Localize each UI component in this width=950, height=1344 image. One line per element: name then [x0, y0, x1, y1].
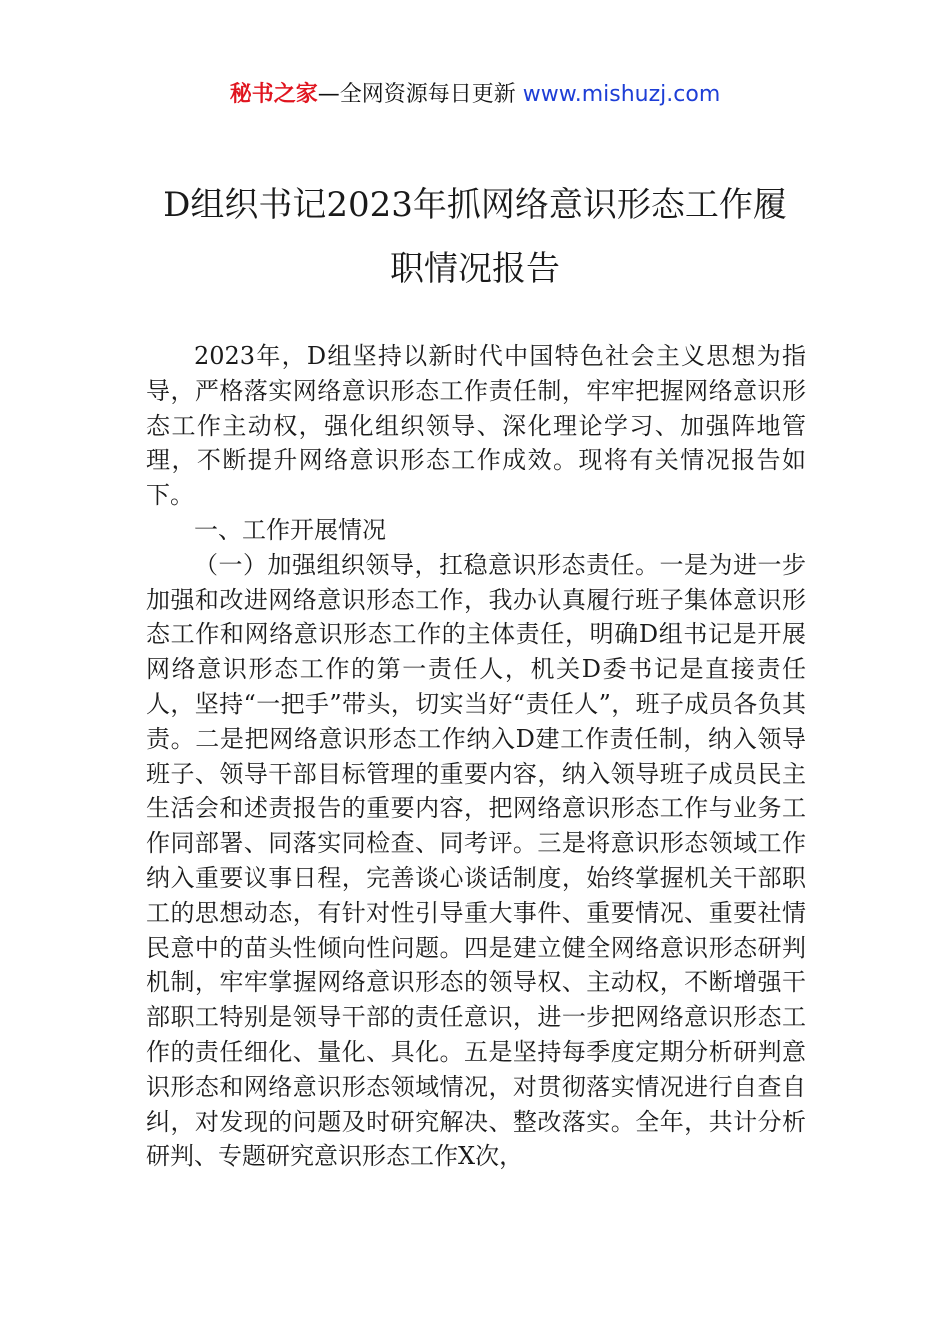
document-title	[120, 173, 830, 301]
site-url-link[interactable]: www.mishuzj.com	[522, 82, 721, 107]
site-header	[0, 80, 950, 110]
title-line-1: D组织书记2023年抓网络意识形态工作履	[163, 184, 787, 225]
site-tagline: —全网资源每日更新	[317, 82, 523, 107]
body-paragraph: （一）加强组织领导，扛稳意识形态责任。一是为进一步加强和改进网络意识形态工作，我办认真履行班子集体意识形态工作和网络意识形态工作的主体责任，明确D组书记是开展网络意识形态工作的第一责任人，机关D委书记是直接责任人，坚持“一把手”带头，切实当好“责任人”，班子成员各负其责。二是把网络意识形态工作纳入D建工作责任制，纳入领导班子、领导干部目标管理的重要内容，纳入领导班子成员民主生活会和述责报告的重要内容，把网络意识形态工作与业务工作同部署、同落实同检查、同考评。三是将意识形态领域工作纳入重要议事日程，完善谈心谈话制度，始终掌握机关干部职工的思想动态，有针对性引导重大事件、重要情况、重要社情民意中的苗头性倾向性问题。四是建立健全网络意识形态研判机制，牢牢掌握网络意识形态的领导权、主动权，不断增强干部职工特别是领导干部的责任意识，进一步把网络意识形态工作的责任细化、量化、具化。五是坚持每季度定期分析研判意识形态和网络意识形态领域情况，对贯彻落实情况进行自查自纠，对发现的问题及时研究解决、整改落实。全年，共计分析研判、专题研究意识形态工作X次，	[146, 550, 806, 1171]
site-brand: 秘书之家	[229, 82, 318, 107]
intro-paragraph: 2023年，D组坚持以新时代中国特色社会主义思想为指导，严格落实网络意识形态工作责任制，牢牢把握网络意识形态工作主动权，强化组织领导、深化理论学习、加强阵地管理，不断提升网络意识形态工作成效。现将有关情况报告如下。	[146, 342, 806, 510]
document-body	[146, 339, 806, 1174]
title-line-2: 职情况报告	[390, 248, 560, 289]
section-heading: 一、工作开展情况	[194, 515, 386, 544]
